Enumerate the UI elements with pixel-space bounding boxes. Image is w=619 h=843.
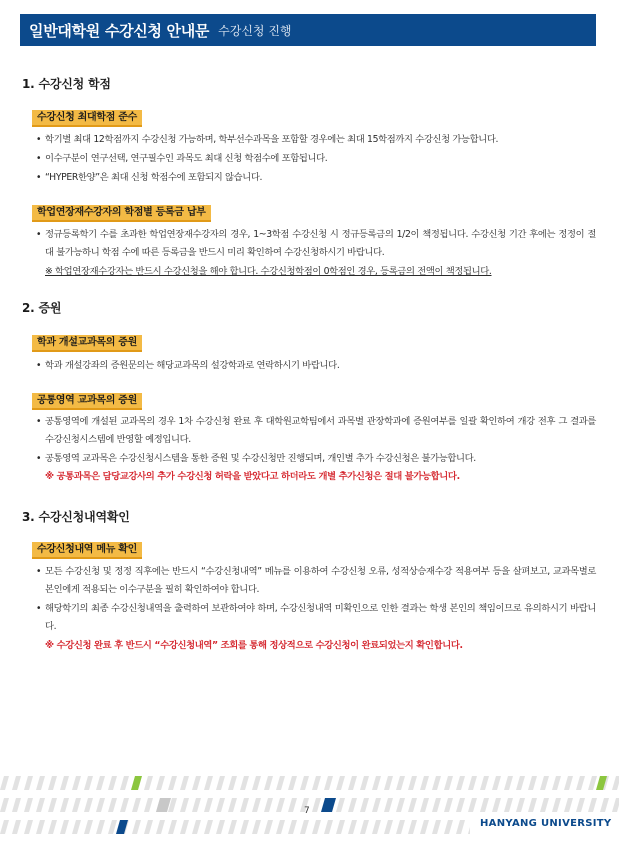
bullet-item: • 공통영역에 개설된 교과목의 경우 1차 수강신청 완료 후 대학원교학팀에서 과목별 관장학과에 증원여부를 일괄 확인하여 개강 전후 그 결과를 수강신청시스템에 반영할 예정입니다. <box>36 416 596 445</box>
bullet-item: • 정규등록학기 수를 초과한 학업연장재수강자의 경우, 1~3학점 수강신청 시 정규등록금의 1/2이 책정됩니다. 수강신청 기간 후에는 정정이 절대 불가능하니 학점 수에 따른 등록금을 반드시 미리 확인하여 수강신청하시기 바랍니다. <box>36 229 596 258</box>
section-tag: 수강신청내역 메뉴 확인 <box>32 542 142 559</box>
bullet-item: • “HYPER한양”은 최대 신청 학점수에 포함되지 않습니다. <box>36 172 263 183</box>
page-title: 일반대학원 수강신청 안내문 <box>29 21 210 40</box>
bullet-item: • 학기별 최대 12학점까지 수강신청 가능하며, 학부선수과목을 포함할 경우에는 최대 15학점까지 수강신청 가능합니다. <box>36 134 499 145</box>
university-logo-text: HANYANG UNIVERSITY <box>480 818 612 829</box>
section-heading: 1. 수강신청 학점 <box>22 77 111 91</box>
bullet-item: • 학과 개설강좌의 증원문의는 해당교과목의 설강학과로 연락하시기 바랍니다. <box>36 360 340 371</box>
section-tag: 공통영역 교과목의 증원 <box>32 393 142 410</box>
section-tag: 학과 개설교과목의 증원 <box>32 335 142 352</box>
section-tag: 학업연장재수강자의 학점별 등록금 납부 <box>32 205 211 222</box>
page-subtitle: 수강신청 진행 <box>218 23 292 38</box>
bullet-item: • 공통영역 교과목은 수강신청시스템을 통한 증원 및 수강신청만 진행되며, 개인별 추가 수강신청은 불가능합니다. <box>36 453 476 464</box>
warning-note: ※ 수강신청 완료 후 반드시 “수강신청내역” 조회를 통해 정상적으로 수강신청이 완료되었는지 확인합니다. <box>45 640 463 651</box>
page-header <box>20 14 596 46</box>
note-text: ※ 학업연장재수강자는 반드시 수강신청을 해야 합니다. 수강신청학점이 0학점인 경우, 등록금의 전액이 책정됩니다. <box>45 266 492 277</box>
bullet-item: • 해당학기의 최종 수강신청내역을 출력하여 보관하여야 하며, 수강신청내역 미확인으로 인한 결과는 학생 본인의 책임이므로 유의하시기 바랍니다. <box>36 603 596 632</box>
section-tag: 수강신청 최대학점 준수 <box>32 110 142 127</box>
bullet-item: • 모든 수강신청 및 정정 직후에는 반드시 “수강신청내역” 메뉴를 이용하여 수강신청 오류, 성적상승재수강 적용여부 등을 살펴보고, 교과목별로 본인에게 적용되는 이수구분을 필히 확인하여야 합니다. <box>36 566 596 595</box>
section-heading: 3. 수강신청내역확인 <box>22 510 130 524</box>
bullet-item: • 이수구분이 연구선택, 연구필수인 과목도 최대 신청 학점수에 포함됩니다. <box>36 153 328 164</box>
section-heading: 2. 증원 <box>22 301 62 315</box>
warning-note: ※ 공통과목은 담당교강사의 추가 수강신청 허락을 받았다고 하더라도 개별 추가신청은 절대 불가능합니다. <box>45 471 460 482</box>
page-number: 7 <box>304 806 310 816</box>
